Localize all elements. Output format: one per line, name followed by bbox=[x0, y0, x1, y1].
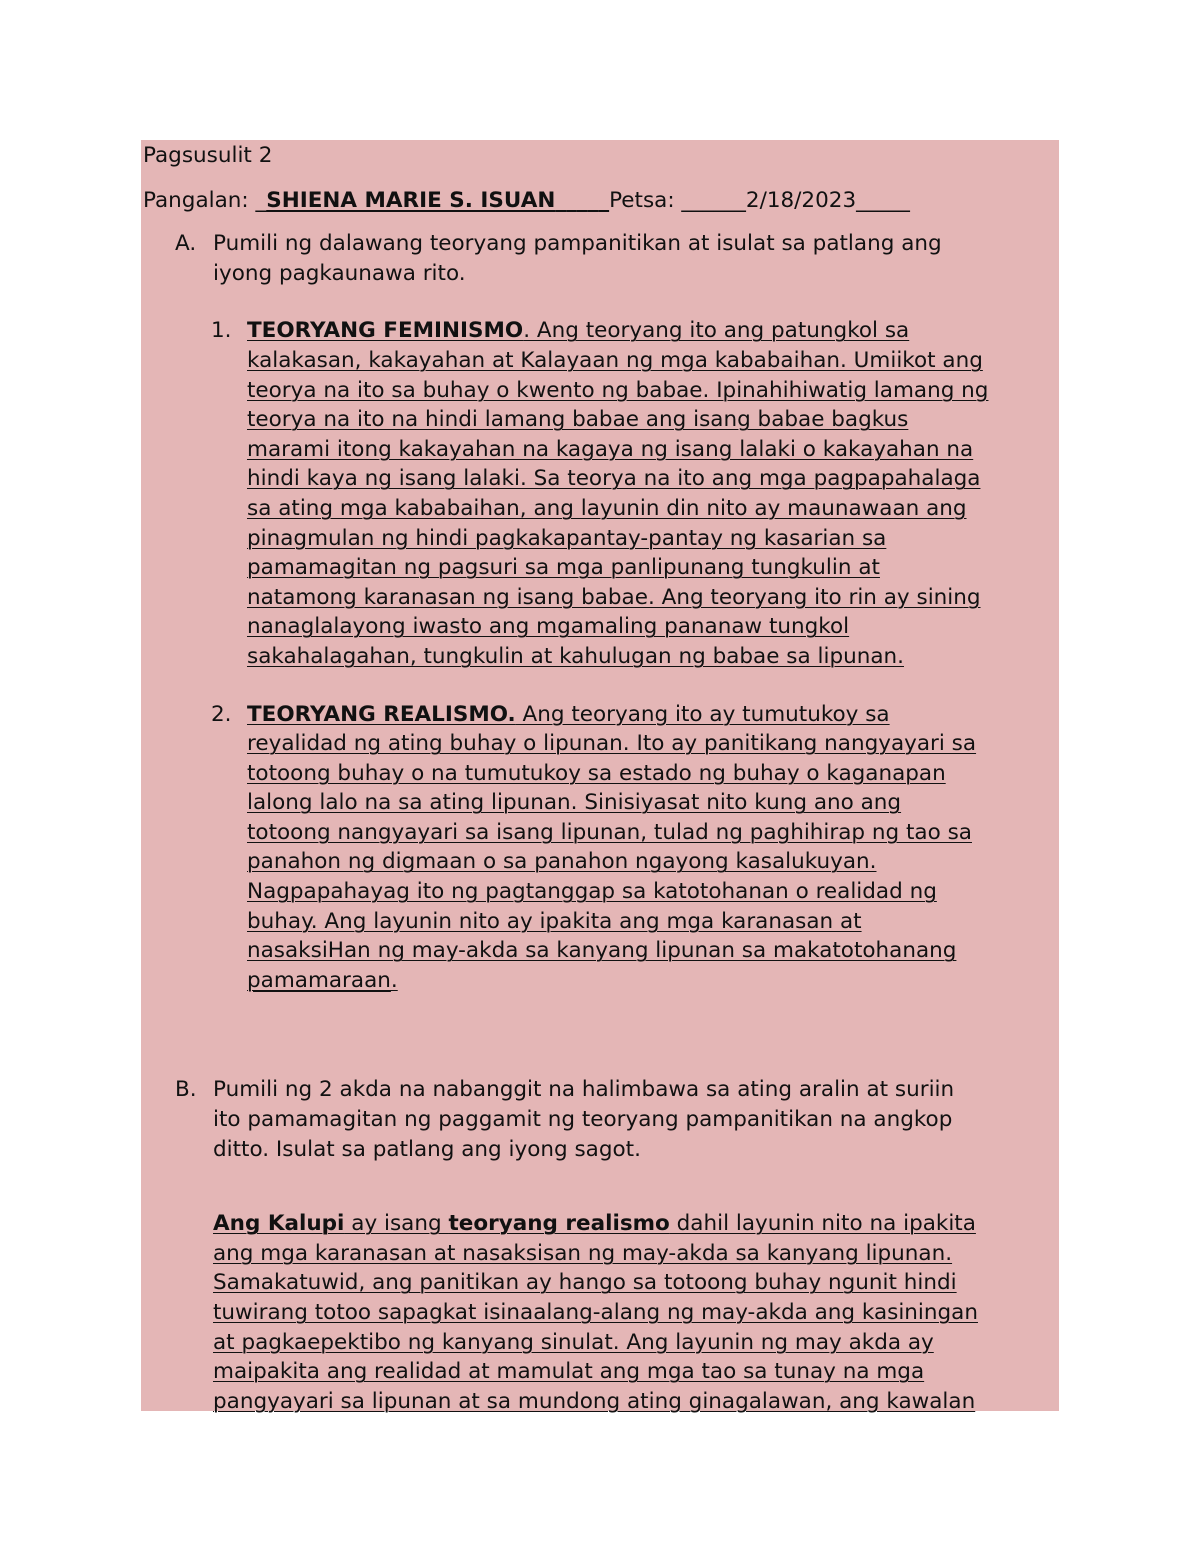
section-a bbox=[143, 229, 1013, 288]
theory-number: 2. bbox=[211, 701, 232, 727]
theory-line: pamamagitan ng pagsuri sa mga panlipunang tungkulin at bbox=[247, 555, 880, 581]
section-a-marker: A. bbox=[175, 231, 197, 257]
date-label: Petsa: ______ bbox=[609, 187, 746, 213]
theory-line: nanaglalayong iwasto ang mgamaling pananaw tungkol bbox=[247, 614, 850, 640]
theory-first-line bbox=[247, 316, 1059, 346]
work-title: Ang Kalupi bbox=[213, 1211, 345, 1237]
analysis-answer bbox=[143, 1209, 1058, 1416]
theory-line: teorya na ito na hindi lamang babae ang isang babae bagkus bbox=[247, 407, 909, 433]
section-b-instruction-line: ditto. Isulat sa patlang ang iyong sagot. bbox=[213, 1136, 641, 1162]
document-title: Pagsusulit 2 bbox=[143, 143, 273, 168]
theory-first-line-text: . Ang teoryang ito ang patungkol sa bbox=[523, 318, 910, 344]
theory-line: totoong nangyayari sa isang lipunan, tulad ng paghihirap ng tao sa bbox=[247, 819, 972, 845]
name-label: Pangalan: _ bbox=[143, 187, 267, 213]
theory-heading: TEORYANG FEMINISMO bbox=[247, 318, 524, 344]
section-b bbox=[143, 1075, 1013, 1164]
theory-line: totoong buhay o na tumutukoy sa estado ng buhay o kaganapan bbox=[247, 760, 946, 786]
theory-text bbox=[247, 316, 1059, 671]
theory-number: 1. bbox=[211, 318, 232, 344]
theory-line: kalakasan, kakayahan at Kalayaan ng mga kababaihan. Umiikot ang bbox=[247, 347, 983, 373]
date-blank: _____ bbox=[856, 187, 910, 213]
theory-line: nasaksiHan ng may-akda sa kanyang lipunan sa makatotohanang bbox=[247, 938, 957, 964]
name-date-line bbox=[143, 186, 1063, 216]
theory-line: marami itong kakayahan na kagaya ng isang lalaki o kakayahan na bbox=[247, 436, 974, 462]
theory-line: sakahalagahan, tungkulin at kahulugan ng babae sa lipunan. bbox=[247, 643, 904, 669]
analysis-first-line bbox=[213, 1209, 1058, 1239]
analysis-line: Samakatuwid, ang panitikan ay hango sa totoong buhay ngunit hindi bbox=[213, 1270, 957, 1296]
theory-last-line bbox=[247, 966, 1059, 996]
theory-line: Nagpapahayag ito ng pagtanggap sa katotohanan o realidad ng bbox=[247, 879, 937, 905]
analysis-first-line-text: dahil layunin nito na ipakita bbox=[669, 1211, 976, 1237]
section-b-marker: B. bbox=[175, 1077, 197, 1103]
document-body bbox=[143, 140, 1063, 1416]
theory-line: teorya na ito sa buhay o kwento ng babae. Ipinahihiwatig lamang ng bbox=[247, 377, 989, 403]
analysis-line: maipakita ang realidad at mamulat ang mga tao sa tunay na mga bbox=[213, 1359, 925, 1385]
analysis-line: at pagkaepektibo ng kanyang sinulat. Ang layunin ng may akda ay bbox=[213, 1329, 934, 1355]
analysis-theory: teoryang realismo bbox=[448, 1211, 670, 1237]
analysis-line: pangyayari sa lipunan at sa mundong ating ginagalawan, ang kawalan bbox=[213, 1388, 976, 1414]
theory-line: hindi kaya ng isang lalaki. Sa teorya na ito ang mga pagpapahalaga bbox=[247, 466, 981, 492]
theory-line: buhay. Ang layunin nito ay ipakita ang mga karanasan at bbox=[247, 908, 862, 934]
theory-heading: TEORYANG REALISMO. bbox=[247, 701, 516, 727]
section-b-instruction-line: Pumili ng 2 akda na nabanggit na halimbawa sa ating aralin at suriin bbox=[213, 1077, 955, 1103]
theory-line: lalong lalo na sa ating lipunan. Sinisiyasat nito kung ano ang bbox=[247, 790, 902, 816]
theory-first-line bbox=[247, 700, 1059, 730]
theory-line: pinagmulan ng hindi pagkakapantay-pantay ng kasarian sa bbox=[247, 525, 887, 551]
theory-line: reyalidad ng ating buhay o lipunan. Ito ay panitikang nangyayari sa bbox=[247, 731, 977, 757]
theory-first-line-text: Ang teoryang ito ay tumutukoy sa bbox=[515, 701, 890, 727]
analysis-line: tuwirang totoo sapagkat isinaalang-alang ng may-akda ang kasiningan bbox=[213, 1300, 978, 1325]
theory-line: sa ating mga kababaihan, ang layunin din nito ay maunawaan ang bbox=[247, 495, 967, 521]
analysis-line: ang mga karanasan at nasaksisan ng may-akda sa kanyang lipunan. bbox=[213, 1240, 953, 1266]
theory-item-realismo bbox=[143, 700, 1059, 996]
theory-line: panahon ng digmaan o sa panahon ngayong kasalukuyan. bbox=[247, 849, 877, 875]
theory-last-line-text: pamamaraan bbox=[247, 967, 391, 993]
theory-last-line-end: . bbox=[390, 967, 398, 993]
section-b-instruction-line: ito pamamagitan ng paggamit ng teoryang pampanitikan na angkop bbox=[213, 1107, 953, 1133]
section-a-instruction-line: iyong pagkaunawa rito. bbox=[213, 260, 466, 286]
theory-line: natamong karanasan ng isang babae. Ang teoryang ito rin ay sining bbox=[247, 584, 981, 610]
name-blank: _____ bbox=[555, 187, 610, 213]
date-value: 2/18/2023 bbox=[745, 187, 857, 213]
theory-text bbox=[247, 700, 1059, 996]
analysis-connector: ay isang bbox=[344, 1211, 449, 1237]
student-name: SHIENA MARIE S. ISUAN bbox=[266, 187, 556, 213]
section-a-instruction-line: Pumili ng dalawang teoryang pampanitikan at isulat sa patlang ang bbox=[213, 231, 942, 257]
theory-item-feminismo bbox=[143, 316, 1059, 671]
